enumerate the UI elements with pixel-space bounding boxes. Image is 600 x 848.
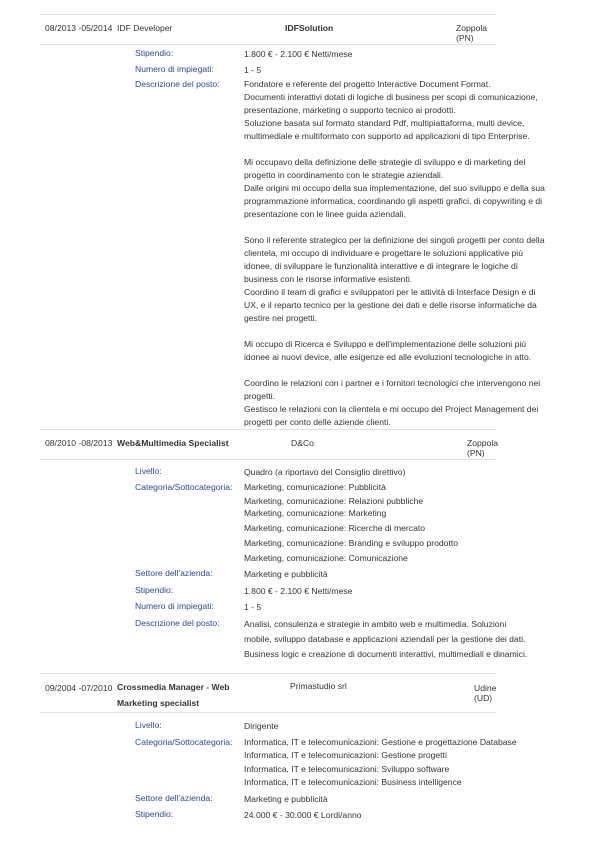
job-title: Web&Multimedia Specialist xyxy=(117,438,229,448)
job-location: Zoppola (PN) xyxy=(467,438,499,458)
field-value: 24.000 € - 30.000 € Lordi/anno xyxy=(244,810,362,820)
job-description xyxy=(244,617,564,662)
field-value: Marketing e pubblicità xyxy=(244,794,328,804)
job-dates: 08/2013 -05/2014 xyxy=(45,23,113,33)
job-dates: 08/2010 -08/2013 xyxy=(45,438,113,448)
field-label: Categoria/Sottocategoria: xyxy=(135,482,233,492)
description-line: idonee ai nuovi device, alle esigenze ed alle evoluzioni tecnologiche in atto. xyxy=(244,352,532,362)
category-item: Marketing, comunicazione: Comunicazione xyxy=(244,553,408,563)
description-line: Analisi, consulenza e strategie in ambito web e multimedia. Soluzioni xyxy=(244,619,507,629)
field-label: Categoria/Sottocategoria: xyxy=(135,737,233,747)
field-value: Dirigente xyxy=(244,721,279,731)
category-item: Informatica, IT e telecomunicazioni: Gestione e progettazione Database xyxy=(244,737,517,747)
description-line: Business logic e creazione di documenti interattivi, multimediali e dinamici. xyxy=(244,649,528,659)
description-line: Mi occupo di Ricerca e Sviluppo e dell'implementazione delle soluzioni più xyxy=(244,339,527,349)
category-item: Informatica, IT e telecomunicazioni: Gestione progetti xyxy=(244,750,447,760)
category-item: Marketing, comunicazione: Pubblicità xyxy=(244,482,386,492)
description-line: progetti. xyxy=(244,391,276,401)
field-label: Stipendio: xyxy=(135,585,174,595)
description-line: Dalle origini mi occupo della sua implementazione, del suo sviluppo e della sua xyxy=(244,183,545,193)
field-label: Livello: xyxy=(135,720,162,730)
description-line: business con le risorse informative esistenti. xyxy=(244,274,413,284)
description-line: Coordino il team di grafici e sviluppatori per le attività di Interface Design e di xyxy=(244,287,536,297)
category-item: Informatica, IT e telecomunicazioni: Business intelligence xyxy=(244,777,462,787)
job-location: Zoppola (PN) xyxy=(456,23,488,43)
field-value: 1.800 € - 2.100 € Netti/mese xyxy=(244,49,353,59)
description-line: presentazione, marketing o supporto tecnico ai prodotti. xyxy=(244,105,456,115)
field-label: Settore dell'azienda: xyxy=(135,793,213,803)
job-dates: 09/2004 -07/2010 xyxy=(45,683,113,693)
job-header xyxy=(40,673,496,713)
field-label: Livello: xyxy=(135,466,162,476)
description-line: Gestisco le relazioni con la clientela e mi occupo del Project Management dei xyxy=(244,404,539,414)
job-title: IDF Developer xyxy=(117,23,173,33)
description-line: Sono il referente strategico per la definizione dei singoli progetti per conto della xyxy=(244,235,545,245)
description-line: idonee, di sviluppare le funzionalità interattive e di integrare le logiche di xyxy=(244,261,518,271)
job-header xyxy=(40,429,499,460)
field-label: Descrizione del posto: xyxy=(135,618,220,628)
description-line: programmazione informatica, coordinando gli aspetti grafici, di copywriting e di xyxy=(244,196,543,206)
field-label: Stipendio: xyxy=(135,48,174,58)
description-line: clientela, mi occupo di individuare e progettare le soluzioni applicative più xyxy=(244,248,523,258)
field-value: 1 - 5 xyxy=(244,65,262,75)
category-item: Marketing, comunicazione: Marketing xyxy=(244,508,387,518)
field-value: Quadro (a riportavo del Consiglio direttivo) xyxy=(244,467,406,477)
job-company: D&Co xyxy=(291,438,314,448)
field-label: Numero di impiegati: xyxy=(135,64,214,74)
description-line: Coordino le relazioni con i partner e i fornitori tecnologici che intervengono nei xyxy=(244,378,541,388)
field-label: Settore dell'azienda: xyxy=(135,568,213,578)
description-line: multimediale e multiformato con supporto ad applicazioni di tipo Enterprise. xyxy=(244,131,530,141)
category-item: Marketing, comunicazione: Relazioni pubbliche xyxy=(244,496,424,506)
description-line: mobile, sviluppo database e applicazioni aziendali per la gestione dei dati. xyxy=(244,634,526,644)
description-line: Documenti interattivi dotati di logiche di business per scopi di comunicazione, xyxy=(244,92,538,102)
job-description xyxy=(244,78,564,429)
category-item: Marketing, comunicazione: Ricerche di mercato xyxy=(244,523,426,533)
field-label: Numero di impiegati: xyxy=(135,601,214,611)
description-line: Soluzione basata sul formato standard Pdf, multipiattaforma, multi device, xyxy=(244,118,525,128)
field-value: Marketing e pubblicità xyxy=(244,569,328,579)
job-company: IDFSolution xyxy=(285,23,334,33)
job-company: Primastudio srl xyxy=(290,681,347,691)
job-title: Crossmedia Manager - Web Marketing specialist xyxy=(117,682,230,708)
field-label: Stipendio: xyxy=(135,809,174,819)
job-header xyxy=(40,14,496,45)
job-location: Udine (UD) xyxy=(474,683,497,703)
description-line: gestire nei progetti. xyxy=(244,313,318,323)
field-value: 1.800 € - 2.100 € Netti/mese xyxy=(244,586,353,596)
description-line: progetti per conto delle aziende clienti. xyxy=(244,417,391,427)
field-label: Descrizione del posto: xyxy=(135,79,220,89)
description-line: presentazione con le linee guida aziendali. xyxy=(244,209,406,219)
description-line: Fondatore e referente del progetto Interactive Document Format. xyxy=(244,79,491,89)
field-value: 1 - 5 xyxy=(244,602,262,612)
description-line: Mi occupavo della definizione delle strategie di sviluppo e di marketing del xyxy=(244,157,526,167)
description-line: UX, e il reparto tecnico per la gestione dei dati e delle risorse informatiche da xyxy=(244,300,537,310)
description-line: progetto in coordinamento con le strategie aziendali. xyxy=(244,170,444,180)
category-item: Marketing, comunicazione: Branding e sviluppo prodotto xyxy=(244,538,459,548)
category-item: Informatica, IT e telecomunicazioni: Sviluppo software xyxy=(244,764,450,774)
